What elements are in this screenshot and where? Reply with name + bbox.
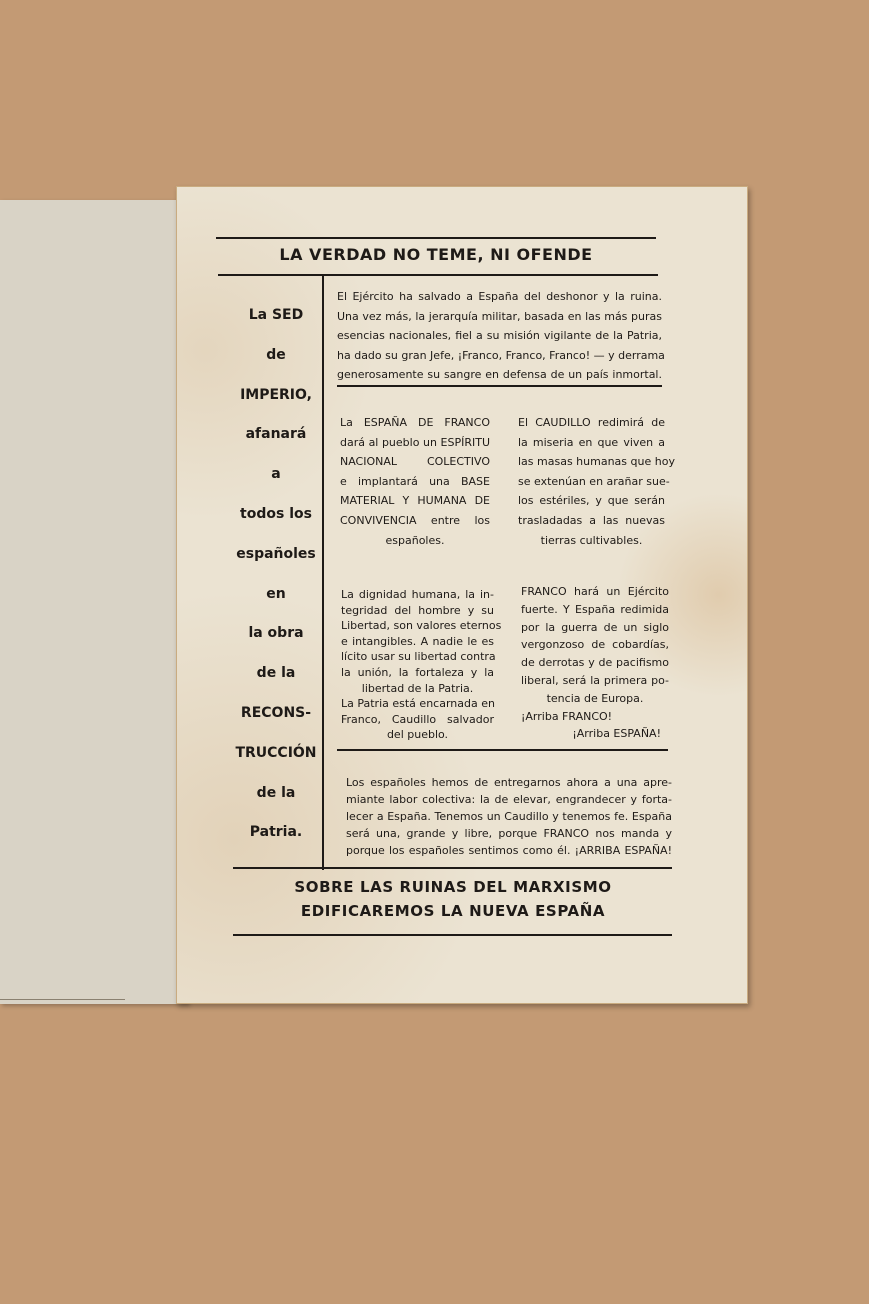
text-line: a: [271, 466, 281, 483]
text-line: tierras cultivables.: [540, 533, 643, 547]
text-line: fuerte. Y España redimida: [521, 602, 669, 616]
text-line: la unión, la fortaleza y la: [341, 665, 494, 679]
text-line: La dignidad humana, la in-: [341, 588, 494, 601]
text-line: ha dado su gran Jefe, ¡Franco, Franco, Franco! — y derrama: [337, 348, 665, 362]
text-line: del pueblo.: [386, 728, 449, 742]
sidebar-slogan: [224, 307, 328, 864]
text-line: miante labor colectiva: la de elevar, engrandecer y forta-: [346, 793, 672, 806]
divider: [218, 274, 658, 276]
text-line: de la: [256, 665, 296, 682]
text-line: dará al pueblo un ESPÍRITU: [340, 435, 490, 449]
text-line: Una vez más, la jerarquía militar, basada en las más puras: [337, 309, 662, 323]
text-line: ¡Arriba FRANCO!: [521, 709, 613, 723]
text-line: Patria.: [249, 824, 303, 841]
text-line: Libertad, son valores eternos: [341, 619, 502, 633]
text-line: La Patria está encarnada en: [341, 697, 495, 711]
text-line: tencia de Europa.: [546, 691, 644, 705]
left-page: [0, 200, 188, 1004]
text-line: la obra: [248, 625, 304, 642]
column2-bottom-paragraph: [521, 583, 669, 743]
text-line: NACIONAL COLECTIVO: [340, 455, 490, 469]
intro-paragraph: [337, 287, 665, 385]
text-line: El CAUDILLO redimirá de: [518, 416, 665, 429]
text-line: esencias nacionales, fiel a su misión vigilante de la Patria,: [337, 329, 662, 343]
text-line: porque los españoles sentimos como él. ¡ARRIBA ESPAÑA!: [346, 844, 672, 857]
text-line: CONVIVENCIA entre los: [340, 513, 490, 527]
text-line: será una, grande y libre, porque FRANCO nos manda y: [346, 827, 672, 840]
page-title: LA VERDAD NO TEME, NI OFENDE: [279, 245, 593, 264]
text-line: españoles.: [385, 533, 445, 547]
text-line: liberal, será la primera po-: [521, 673, 669, 687]
text-line: todos los: [240, 505, 312, 522]
closing-paragraph: [346, 774, 672, 859]
divider: [233, 867, 672, 869]
column1-bottom-paragraph: [341, 587, 502, 743]
text-line: vergonzoso de cobardías,: [521, 638, 669, 652]
text-line: las masas humanas que hoy: [518, 455, 675, 469]
text-line: en: [266, 585, 286, 602]
text-line: tegridad del hombre y su: [341, 603, 494, 617]
text-line: la miseria en que viven a: [518, 435, 665, 449]
footer-slogan: [233, 875, 673, 923]
text-line: españoles: [236, 545, 316, 562]
text-line: La ESPAÑA DE FRANCO: [340, 416, 490, 429]
text-line: generosamente su sangre en defensa de un país inmortal.: [337, 368, 662, 382]
text-line: ¡Arriba ESPAÑA!: [572, 727, 661, 741]
text-line: FRANCO hará un Ejército: [521, 585, 669, 598]
text-line: SOBRE LAS RUINAS DEL MARXISMO: [294, 878, 612, 896]
text-line: El Ejército ha salvado a España del deshonor y la ruina.: [337, 290, 662, 303]
text-line: los estériles, y que serán: [518, 494, 665, 508]
text-line: lícito usar su libertad contra: [341, 650, 496, 664]
text-line: por la guerra de un siglo: [521, 620, 669, 634]
divider: [337, 749, 668, 751]
column1-top-paragraph: [340, 413, 490, 550]
text-line: afanará: [245, 426, 307, 443]
divider: [233, 934, 672, 936]
text-line: RECONS-: [240, 704, 312, 721]
text-line: La SED: [248, 307, 304, 323]
text-line: IMPERIO,: [240, 386, 312, 403]
text-line: trasladadas a las nuevas: [518, 513, 665, 527]
text-line: libertad de la Patria.: [361, 681, 474, 695]
text-line: lecer a España. Tenemos un Caudillo y tenemos fe. España: [346, 810, 672, 823]
text-line: se extenúan en arañar sue-: [518, 474, 670, 488]
text-line: de derrotas y de pacifismo: [521, 656, 669, 670]
text-line: e implantará una BASE: [340, 474, 490, 488]
divider: [216, 237, 656, 239]
text-line: de: [266, 346, 286, 363]
text-line: de la: [256, 784, 296, 801]
text-line: TRUCCIÓN: [235, 744, 317, 761]
text-line: e intangibles. A nadie le es: [341, 634, 494, 648]
text-line: EDIFICAREMOS LA NUEVA ESPAÑA: [300, 902, 606, 920]
text-line: Los españoles hemos de entregarnos ahora a una apre-: [346, 776, 672, 789]
column2-top-paragraph: [518, 413, 675, 550]
text-line: MATERIAL Y HUMANA DE: [340, 494, 490, 508]
text-line: Franco, Caudillo salvador: [341, 712, 494, 726]
page-edge-line: [0, 999, 125, 1000]
divider: [337, 385, 662, 387]
